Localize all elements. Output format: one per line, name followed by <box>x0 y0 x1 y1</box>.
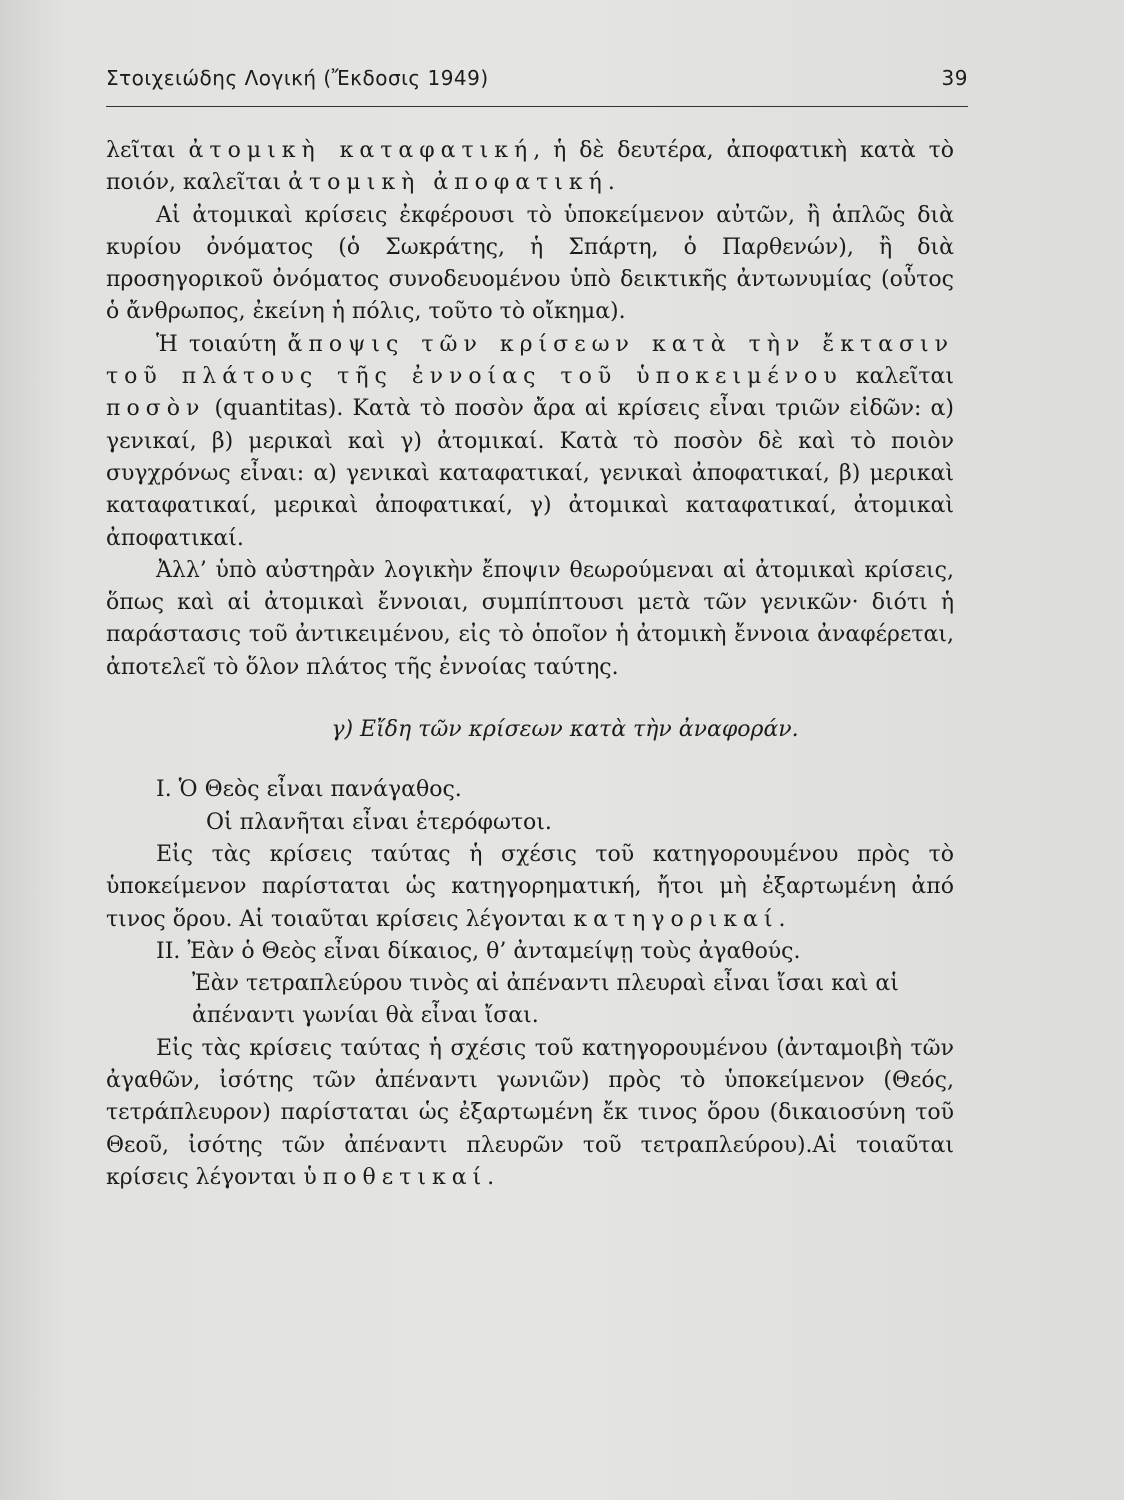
spaced-term: ἄποψις τῶν κρίσεων κατὰ τὴν ἔκτασιν τοῦ πλάτους τῆς ἐννοίας τοῦ ὑποκειμένου <box>106 331 954 390</box>
example-1-line-1: I. Ὁ Θεὸς εἶναι πανάγαθος. <box>156 777 462 803</box>
page-number: 39 <box>941 66 968 90</box>
paragraph-2: Αἱ ἀτομικαὶ κρίσεις ἐκφέρουσι τὸ ὑποκείμενον αὐτῶν, ἢ ἁπλῶς διὰ κυρίου ὀνόματος (ὁ Σωκράτης, ἡ Σπάρτη, ὁ Παρθενών), ἢ διὰ προσηγορικοῦ ὀνόματος συνοδευομένου ὑπὸ δεικτικῆς ἀντωνυμίας (οὗτος ὁ ἄνθρωπος, ἐκείνη ἡ πόλις, τοῦτο τὸ οἴκημα). <box>106 202 954 325</box>
page-body <box>106 135 954 1194</box>
section-heading: γ) Εἴδη τῶν κρίσεων κατὰ τὴν ἀναφοράν. <box>331 717 799 743</box>
text-run: , ἡ δὲ δευτέρα, ἀποφατικὴ κατὰ τὸ ποιόν, καλεῖται <box>106 138 954 196</box>
text-run: (quantitas). Κατὰ τὸ ποσὸν ἄρα αἱ κρίσεις εἶναι τριῶν εἰδῶν: α) γενικαί, β) μερικαὶ καὶ γ) ἀτομικαί. Κατὰ τὸ ποσὸν δὲ καὶ τὸ ποιὸν συγχρόνως εἶναι: α) γενικαὶ καταφατικαί, γενικαὶ ἀποφατικαί, β) μερικαὶ καταφατικαί, μερικαὶ ἀποφατικαί, γ) ἀτομικαὶ καταφατικαί, ἀτομικαὶ ἀποφατικαί. <box>106 396 954 551</box>
header-rule <box>106 106 968 107</box>
text-run: . <box>487 1164 495 1190</box>
text-run: λεῖται <box>106 138 189 163</box>
running-header <box>106 66 968 100</box>
paragraph-1 <box>106 135 954 200</box>
example-2-line-1: II. Ἐὰν ὁ Θεὸς εἶναι δίκαιος, θ’ ἀνταμείψῃ τοὺς ἀγαθούς. <box>156 938 801 964</box>
paragraph-3 <box>106 329 954 555</box>
spaced-term: ἀτομικὴ ἀποφατική <box>288 170 608 196</box>
text-run: . <box>607 170 615 196</box>
text-run: καλεῖται <box>842 364 954 390</box>
spaced-term: ποσὸν <box>106 396 206 422</box>
text-run: Ἡ τοιαύτη <box>156 331 288 357</box>
text-run: Εἰς τὰς κρίσεις ταύτας ἡ σχέσις τοῦ κατηγορουμένου πρὸς τὸ ὑποκείμενον παρίσταται ὡς κατηγορηματική, ἤτοι μὴ ἐξαρτωμένη ἀπό τινος ὅρου. Αἱ τοιαῦται κρίσεις λέγονται <box>106 841 954 932</box>
example-2-line-2: Ἐὰν τετραπλεύρου τινὸς αἱ ἀπέναντι πλευραὶ εἶναι ἴσαι καὶ αἱ ἀπέναντι γωνίαι θὰ εἶναι ἴσαι. <box>192 971 899 1029</box>
spaced-term: ἀτομικὴ καταφατική <box>188 138 534 163</box>
paragraph-5 <box>106 839 954 936</box>
paragraph-6 <box>106 1033 954 1194</box>
header-title: Στοιχειώδης Λογική (Ἔκδοσις 1949) <box>106 66 489 90</box>
example-1-line-2: Οἱ πλανῆται εἶναι ἑτερόφωτοι. <box>206 809 552 835</box>
paragraph-4: Ἀλλ’ ὑπὸ αὐστηρὰν λογικὴν ἔποψιν θεωρούμεναι αἱ ἀτομικαὶ κρίσεις, ὅπως καὶ αἱ ἀτομικαὶ ἔννοιαι, συμπίπτουσι μετὰ τῶν γενικῶν· διότι ἡ παράστασις τοῦ ἀντικειμένου, εἰς τὸ ὁποῖον ἡ ἀτομικὴ ἔννοια ἀναφέρεται, ἀποτελεῖ τὸ ὅλον πλάτος τῆς ἐννοίας ταύτης. <box>106 557 954 680</box>
text-run: . <box>778 906 786 932</box>
spaced-term: κατηγορικαί <box>573 906 779 932</box>
spaced-term: ὑποθετικαί <box>303 1164 488 1190</box>
text-run: Εἰς τὰς κρίσεις ταύτας ἡ σχέσις τοῦ κατηγορουμένου (ἀνταμοιβὴ τῶν ἀγαθῶν, ἰσότης τῶν ἀπέναντι γωνιῶν) πρὸς τὸ ὑποκείμενον (Θεός, τετράπλευρον) παρίσταται ὡς ἐξαρτωμένη ἔκ τινος ὅρου (δικαιοσύνη τοῦ Θεοῦ, ἰσότης τῶν ἀπέναντι πλευρῶν τοῦ τετραπλεύρου).Αἱ τοιαῦται κρίσεις λέγονται <box>106 1035 954 1190</box>
